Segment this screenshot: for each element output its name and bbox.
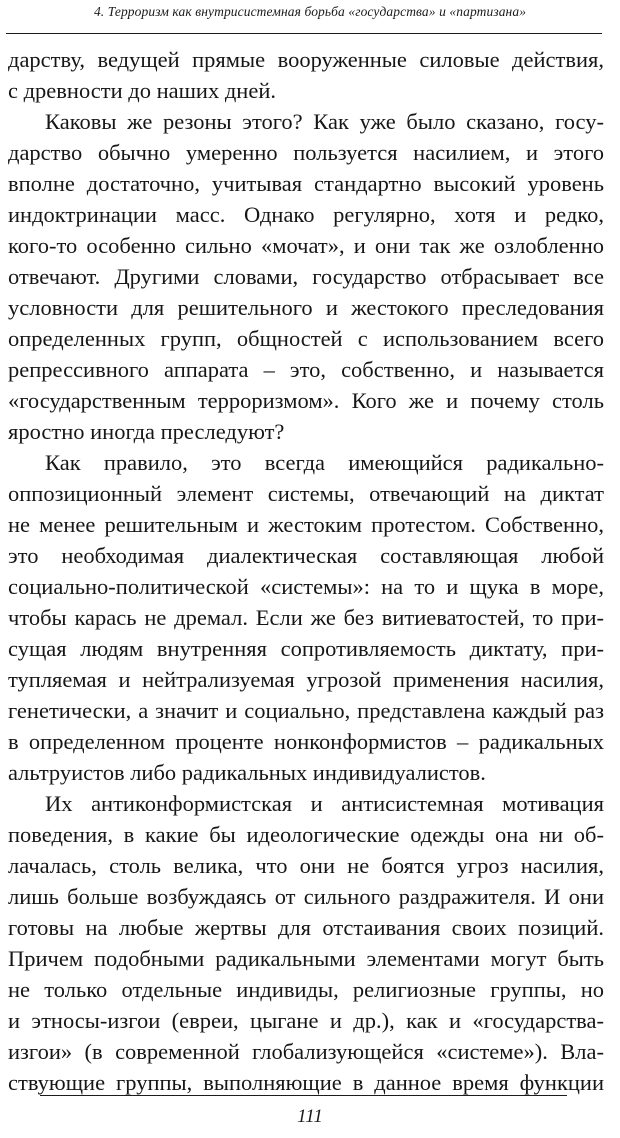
text-line: «государственным терроризмом». Кого же и почему столь (8, 388, 604, 413)
text-line: это необходимая диалектическая составляющая любой (8, 543, 604, 568)
header-rule (6, 33, 602, 34)
text-line: поведения, в какие бы идеологические одежды она ни об- (8, 822, 604, 847)
text-line: яростно иногда преследуют? (8, 419, 285, 444)
text-line: социально-политической «системы»: на то и щука в море, (8, 574, 604, 599)
text-line: репрессивного аппарата – это, собственно, и называется (8, 357, 604, 382)
text-line: изгои» (в современной глобализующейся «системе»). Вла- (8, 1039, 604, 1064)
text-line: лишь больше возбуждаясь от сильного раздражителя. И они (8, 884, 604, 909)
text-line: чтобы карась не дремал. Если же без витиеватостей, то при- (8, 605, 604, 630)
text-line: Их антиконформистская и антисистемная мотивация (45, 791, 604, 816)
text-line: генетически, а значит и социально, представлена каждый раз (8, 698, 604, 723)
text-line: не только отдельные индивиды, религиозные группы, но (8, 977, 604, 1002)
text-line: кого-то особенно сильно «мочат», и они так же озлобленно (8, 233, 604, 258)
footer-rule (40, 1095, 567, 1096)
text-line: дарство обычно умеренно пользуется насилием, и этого (8, 140, 604, 165)
text-line: альтруистов либо радикальных индивидуалистов. (8, 760, 486, 785)
text-line: дарству, ведущей прямые вооруженные силовые действия, (8, 47, 604, 72)
text-line: отвечают. Другими словами, государство отбрасывает все (8, 264, 604, 289)
text-line: сущая людям внутренняя сопротивляемость диктату, при- (8, 636, 604, 661)
text-line: индоктринации масс. Однако регулярно, хотя и редко, (8, 202, 604, 227)
text-line: определенных групп, общностей с использованием всего (8, 326, 604, 351)
text-line: Каковы же резоны этого? Как уже было сказано, госу- (45, 109, 604, 134)
text-line: вполне достаточно, учитывая стандартно высокий уровень (8, 171, 604, 196)
text-line: не менее решительным и жестоким протестом. Собственно, (8, 512, 604, 537)
text-line: тупляемая и нейтрализуемая угрозой применения насилия, (8, 667, 604, 692)
text-line: условности для решительного и жестокого преследования (8, 295, 604, 320)
text-line: с древности до наших дней. (8, 78, 276, 103)
text-line: лачалась, столь велика, что они не боятся угроз насилия, (8, 853, 604, 878)
text-line: и этносы-изгои (евреи, цыгане и др.), как и «государства- (8, 1008, 604, 1033)
text-line: ствующие группы, выполняющие в данное время функции (8, 1070, 604, 1095)
text-line: Причем подобными радикальными элементами могут быть (8, 946, 604, 971)
text-line: Как правило, это всегда имеющийся радикально- (45, 450, 604, 475)
page-number: 111 (297, 1106, 323, 1127)
text-line: готовы на любые жертвы для отстаивания своих позиций. (8, 915, 604, 940)
text-line: в определенном проценте нонконформистов – радикальных (8, 729, 604, 754)
running-header: 4. Терроризм как внутрисистемная борьба «государства» и «партизана» (93, 4, 527, 19)
text-line: оппозиционный элемент системы, отвечающий на диктат (8, 481, 604, 506)
